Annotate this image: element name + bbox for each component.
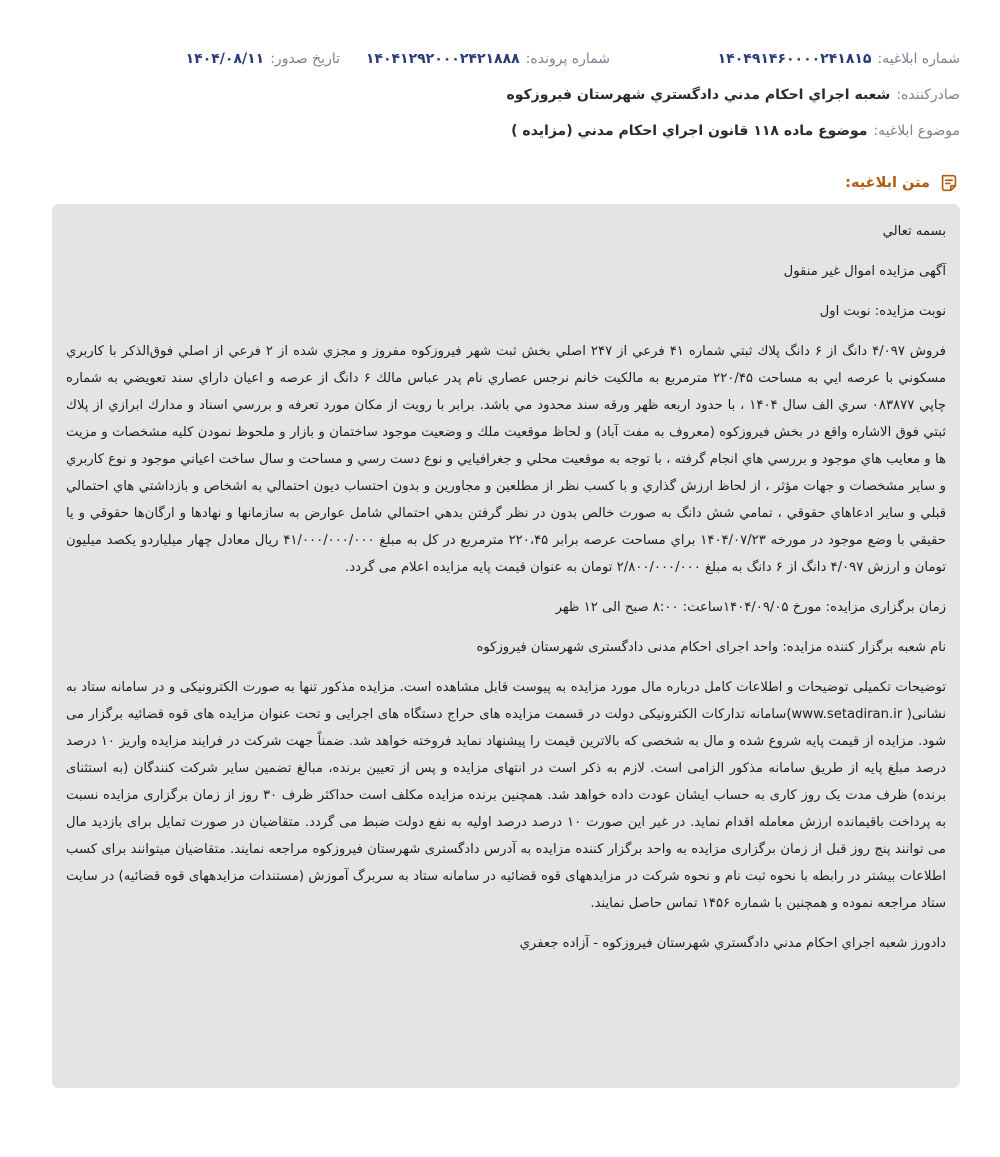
notice-number-label: شماره ابلاغيه:: [877, 51, 960, 67]
body-paragraph-title: آگهی مزايده اموال غير منقول: [783, 264, 946, 279]
issuer-value: شعبه اجراي احکام مدني دادگستري شهرستان فيروزکوه: [506, 87, 891, 103]
notice-body: [52, 204, 960, 1088]
notice-number-value: ۱۴۰۴۹۱۴۶۰۰۰۰۲۴۱۸۱۵: [717, 51, 872, 67]
notice-text-title: متن ابلاغيه:: [845, 175, 930, 191]
body-paragraph-salutation: بسمه تعالي: [882, 224, 946, 239]
subject-line: [40, 116, 960, 146]
header-meta-row: [40, 44, 960, 74]
body-paragraph-round: نوبت مزايده: نوبت اول: [819, 304, 946, 319]
case-number: [366, 44, 610, 74]
issue-date-label: تاريخ صدور:: [270, 51, 340, 67]
document-icon: [938, 172, 960, 194]
body-paragraph-signature: دادورز شعبه اجراي احکام مدني دادگستري شهرستان فيروزکوه - آزاده جعفري: [519, 936, 946, 951]
body-paragraph-branch: نام شعبه برگزار کننده مزايده: واحد اجرای احکام مدنی دادگستری شهرستان فيروزکوه: [476, 640, 946, 655]
notice-text-heading: [845, 168, 960, 198]
issuer-line: [40, 80, 960, 110]
body-paragraph-description: فروش ۴/۰۹۷ دانگ از ۶ دانگ پلاك ثبتي شماره ۴۱ فرعي از ۲۴۷ اصلي بخش ثبت شهر فيروزكوه مفروز و مجزي شده از ۲ فرعي از اصلي فوق‌الذكر با كاربري مسكوني با عرصه ايي به مساحت ۲۲۰/۴۵ مترمربع به مالكيت خانم نرجس عصاري نام پدر عباس مالك ۶ دانگ از عرصه و اعيان داراي سند تعويضي به شماره چاپي ۰۸۳۸۷۷ سري الف سال ۱۴۰۴ ، با حدود اربعه ظهر ورقه سند محدود مي باشد. برابر با رويت از مكان مورد تعرفه و بررسي اسناد و مدارك ابرازي از پلاك ثبتي فوق الاشاره واقع در بخش فيروزكوه (معروف به مفت آباد) و لحاظ موقعيت ملك و وضعيت موجود ساختمان و بازار و ملحوظ نمودن كليه مشخصات و مزيت ها و معايب هاي موجود و بررسي هاي انجام گرفته ، با توجه به موقعيت محلي و جغرافيايي و نوع دست رسي و مساحت و سال ساخت اعياني موجود و نوع كاربري و ساير مشخصات و جهات مؤثر ، از لحاظ ارزش گذاري و با كسب نظر از مطلعين و مجاورين و بدون احتساب ديون احتمالي به اشخاص و بازداشتي هاي احتمالي قبلي و ساير ادعاهاي حقوقي ، تمامي شش دانگ به صورت خالص بدون در نظر گرفتن بدهي احتمالي شامل عوارض به سازمانها و نهادها و ارگان‌ها حقوقي و يا حقيقي با وضع موجود در مورخه ۱۴۰۴/۰۷/۲۳ براي مساحت عرصه برابر ۲۲۰،۴۵ مترمربع در كل به مبلغ ۴۱/۰۰۰/۰۰۰/۰۰۰ ريال معادل چهار ميلياردو يكصد ميليون تومان و ارزش ۴/۰۹۷ دانگ از ۶ دانگ به مبلغ ۲/۸۰۰/۰۰۰/۰۰۰ تومان به عنوان قيمت پايه مزايده اعلام می گردد.: [66, 344, 947, 575]
case-number-value: ۱۴۰۴۱۲۹۲۰۰۰۲۴۲۱۸۸۸: [365, 51, 520, 67]
body-paragraph-details: توضيحات تکميلی توضيحات و اطلاعات کامل درباره مال مورد مزايده به پيوست قابل مشاهده است. مزایده مذکور تنها به صورت الکترونیکی و در سامانه ستاد به نشانی( www.setadiran.ir)سامانه تدارکات الکترونیکی دولت در قسمت مزایده های حراج دستگاه های اجرایی و تحت عنوان مزایده های قوه قضائیه برگزار می شود. مزایده از قیمت پایه شروع شده و مال به شخصی که بالاترین قیمت را پیشنهاد نماید فروخته خواهد شد. ضمناً جهت شرکت در فرایند مزایده واریز ۱۰ درصد درصد مبلغ پایه از طریق سامانه مذکور الزامی است. لازم به ذکر است در انتهای مزایده و پس از تعیین برنده، مبالغ تضمین سایر شرکت کنندگان (به استثنای برنده) ظرف مدت یک روز کاری به حساب ایشان عودت داده خواهد شد. همچنین برنده مزایده مکلف است حداکثر ظرف ۳۰ روز از زمان برگزاری مزایده نسبت به پرداخت باقیمانده ارزش معامله اقدام نماید. در غیر این صورت ۱۰ درصد درصد اولیه به نفع دولت ضبط می گردد. متقاضیان در صورت تمایل برای بازدید مال می توانند پنج روز قبل از زمان برگزاری مزایده به واحد برگزار کننده مزایده به آدرس دادگستری شهرستان فیروزکوه مراجعه نمایند. متقاضیان میتوانند برای کسب اطلاعات بیشتر در رابطه با نحوه ثبت نام و نحوه شرکت در مزایدههای قوه قضائیه در سامانه ستاد به سربرگ آموزش (مستندات مزایدههای قوه قضائیه) در سایت ستاد مراجعه نموده و همچنین با شماره ۱۴۵۶ تماس حاصل نمایند.: [66, 680, 947, 911]
body-paragraph-time: زمان برگزاری مزايده: مورخ ۱۴۰۴/۰۹/۰۵ساعت: ۸:۰۰ صبح الی ۱۲ ظهر: [555, 600, 946, 615]
issue-date-value: ۱۴۰۴/۰۸/۱۱: [185, 51, 265, 67]
notice-number: [718, 44, 960, 74]
subject-label: موضوع ابلاغيه:: [873, 123, 960, 139]
issue-date: [186, 44, 340, 74]
case-number-label: شماره پرونده:: [525, 51, 610, 67]
subject-value: موضوع ماده ۱۱۸ قانون اجراي احکام مدني (مزايده ): [511, 123, 868, 139]
issuer-label: صادرکننده:: [896, 87, 960, 103]
